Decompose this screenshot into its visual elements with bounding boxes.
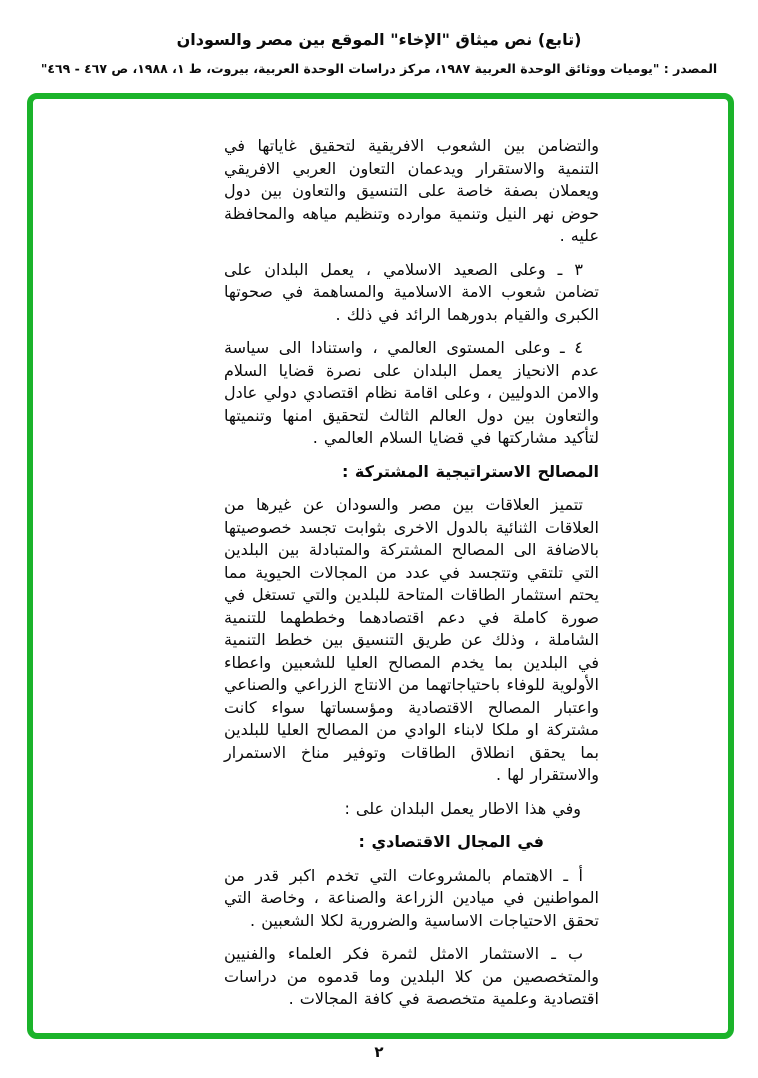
paragraph-item-4: ٤ ـ وعلى المستوى العالمي ، واستنادا الى سياسة عدم الانحياز يعمل البلدان على نصرة قضايا السلام والامن الدوليين ، وعلى اقامة نظام اقتصادي دولي عادل والتعاون بين دول العالم الثالث لتحقيق امنها وتنميتها لتأكيد مشاركتها في قضايا السلام العالمي .: [224, 338, 599, 447]
heading-strategic-interests: المصالح الاستراتيجية المشتركة :: [341, 461, 599, 481]
paragraph-strategic-interests: تتميز العلاقات بين مصر والسودان عن غيرها من العلاقات الثنائية بالدول الاخرى بثوابت تجسد خصوصيتها بالاضافة الى المصالح المشتركة والمتبادلة بين البلدين التي تلتقي وتتجسد في عدد من المجالات الحيوية مما يحتم استثمار الطاقات المتاحة للبلدين والتي تستغل في صورة كاملة في دعم اقتصادهما وخططهما للتنمية الشاملة ، وذلك عن طريق التنسيق بين خطط التنمية في البلدين بما يخدم المصالح العليا للشعبين واعطاء الأولوية للوفاء باحتياجاتهما من الانتاج الزراعي والصناعي واعتبار المصالح الاقتصادية ومؤسساتها سواء كانت مشتركة او ملكا لابناء الوادي من المصالح العليا للبلدين بما يحقق انطلاق الطاقات وتوفير مناخ الاستمرار والاستقرار لها .: [224, 495, 599, 784]
page-number: ٢: [374, 1043, 384, 1061]
source-citation-line: المصدر : "يوميات ووثائق الوحدة العربية ١٩٨٧، مركز دراسات الوحدة العربية، بيروت، ط ١، ١٩٨٨، ص ٤٦٧ - ٤٦٩": [40, 61, 718, 76]
paragraph-item-b: ب ـ الاستثمار الامثل لثمرة فكر العلماء والفنيين والمتخصصين من كلا البلدين وما قدموه من دراسات اقتصادية وعلمية متخصصة في كافة المجالات .: [224, 944, 599, 1008]
document-title: (تابع) نص ميثاق "الإخاء" الموقع بين مصر والسودان: [176, 30, 582, 49]
paragraph-item-a: أ ـ الاهتمام بالمشروعات التي تخدم اكبر قدر من المواطنين في ميادين الزراعة والصناعة ، وخاصة التي تحقق الاحتياجات الاساسية والضرورية لكلا الشعبين .: [224, 865, 599, 930]
paragraph-continuation: والتضامن بين الشعوب الافريقية لتحقيق غاياتها في التنمية والاستقرار ويدعمان التعاون العربي الافريقي ويعملان بصفة خاصة على التنسيق والتعاون بين دول حوض نهر النيل وتنمية موارده وتنظيم مياهه والمحافظة عليه .: [224, 136, 599, 245]
paragraph-item-3: ٣ ـ وعلى الصعيد الاسلامي ، يعمل البلدان على تضامن شعوب الامة الاسلامية والمساهمة في صحوتها الكبرى والقيام بدورهما الرائد في ذلك .: [224, 259, 599, 324]
paragraph-framework-lead-in: وفي هذا الاطار يعمل البلدان على :: [344, 798, 581, 818]
heading-economic-field: في المجال الاقتصادي :: [358, 832, 544, 851]
body-text-column: [224, 135, 599, 1022]
